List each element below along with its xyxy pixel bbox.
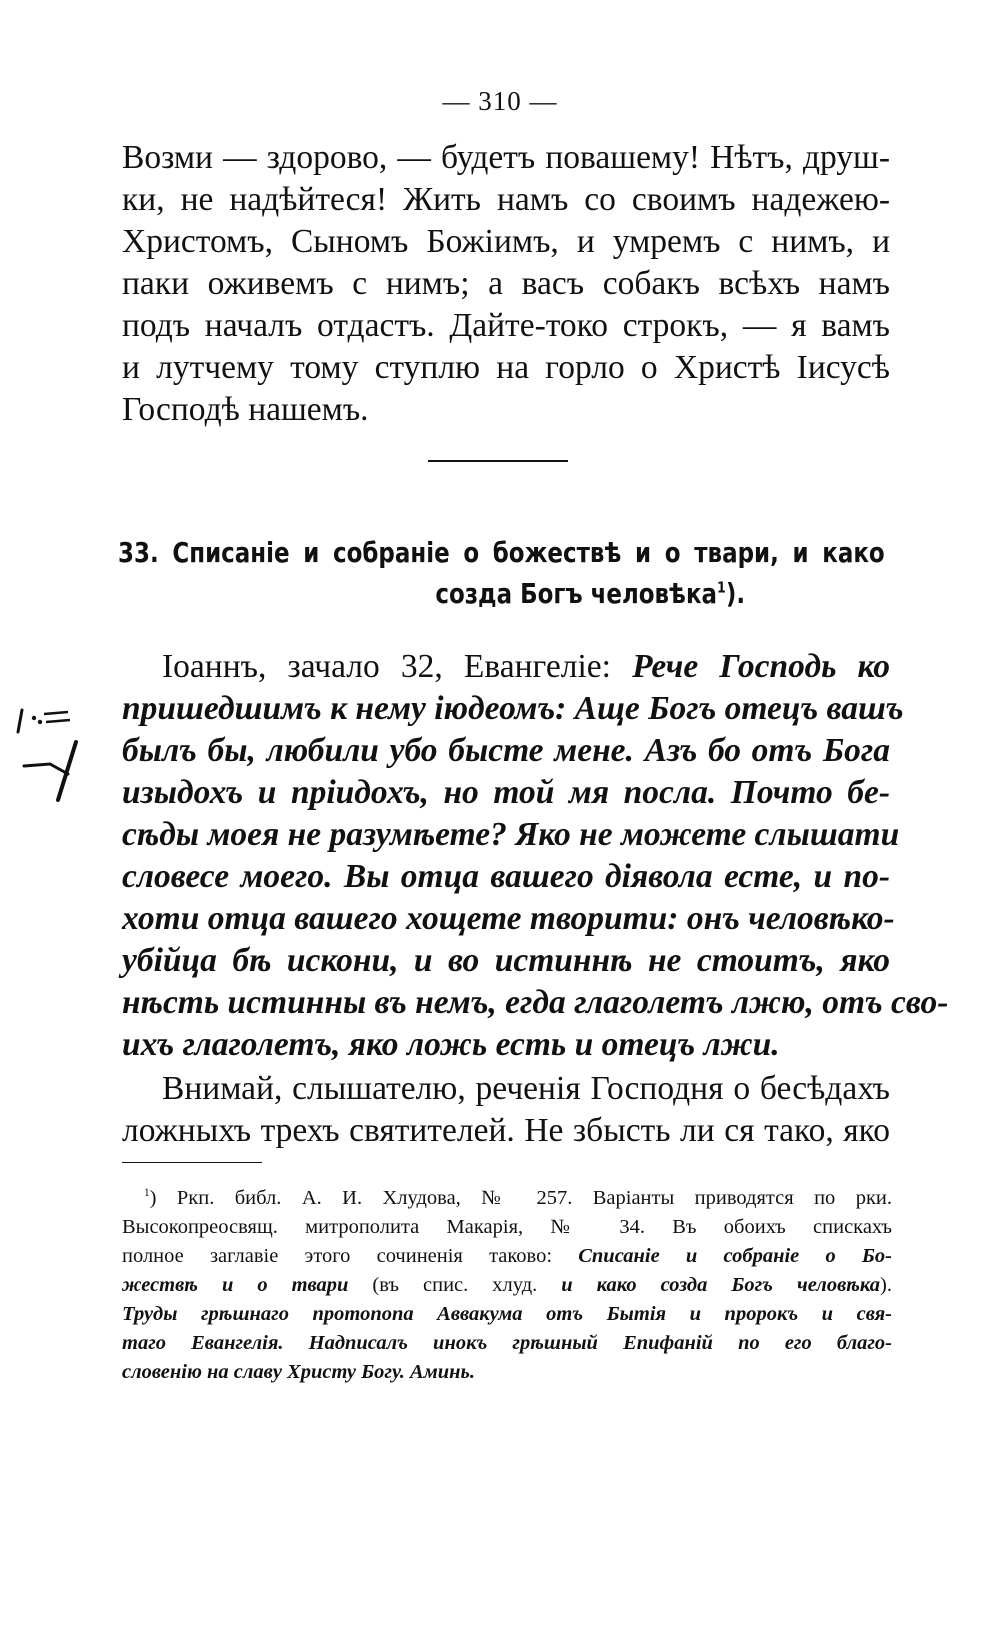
footnote-line	[122, 1242, 892, 1271]
text-line: ложныхъ трехъ святителей. Не збысть ли ся тако, яко	[122, 1112, 890, 1149]
footnote-italic-text: и како созда Богъ человѣка	[561, 1274, 881, 1296]
section-heading-line2	[90, 573, 1000, 615]
text-line: подъ началъ отдастъ. Дайте-токо строкъ, — я вамъ	[122, 307, 890, 344]
footnote-italic-text: словенію на славу Христу Богу. Аминь.	[122, 1361, 476, 1383]
quote-line: словесе моего. Вы отца вашего діявола есте, и по-	[122, 858, 890, 895]
gospel-first-line	[122, 645, 890, 689]
text-line: Господѣ нашемъ.	[122, 391, 369, 428]
quote-line: ихъ глаголетъ, яко ложь есть и отецъ лжи.	[122, 1026, 780, 1063]
text-line: Христомъ, Сыномъ Божіимъ, и умремъ с нимъ, и	[122, 223, 890, 260]
text-line: паки оживемъ с нимъ; а васъ собакъ всѣхъ намъ	[122, 265, 890, 302]
footnote-text: (въ спис. хлуд.	[348, 1274, 562, 1296]
gospel-intro: Іоаннъ, зачало 32, Евангеліе:	[162, 648, 633, 685]
section-divider	[428, 460, 568, 462]
footnote-italic-text: таго Евангелія. Надписалъ инокъ грѣшный Епифаній по его благо-	[122, 1332, 892, 1354]
footnote-line	[122, 1300, 892, 1329]
footnote-italic-text: Труды грѣшнаго протопопа Аввакума отъ Бытія и пророкъ и свя-	[122, 1303, 892, 1325]
quote-line: убійца бѣ искони, и во истиннѣ не стоитъ, яко	[122, 942, 890, 979]
handwritten-margin-mark	[10, 670, 90, 810]
text-line: ки, не надѣйтеся! Жить намъ со своимъ надежею-	[122, 181, 890, 218]
footnote-text: полное заглавіе этого сочиненія таково:	[122, 1245, 579, 1267]
quote-line: сѣды моея не разумѣете? Яко не можете слышати	[122, 816, 900, 853]
footnote-line	[122, 1358, 892, 1387]
text-line: и лутчему тому ступлю на горло о Христѣ Іисусѣ	[122, 349, 890, 386]
footnote-italic-text: жествѣ и о твари	[122, 1274, 349, 1296]
footnote-mark: 1	[144, 1187, 150, 1200]
footnote-divider	[122, 1162, 262, 1163]
footnote-line	[122, 1184, 892, 1213]
quote-line: изыдохъ и пріидохъ, но той мя посла. Почто бе-	[122, 774, 890, 811]
section-heading: 33. Списаніе и собраніе о божествѣ и о твари, и како	[118, 536, 885, 569]
footnote-line	[122, 1329, 892, 1358]
quote-line: пришедшимъ к нему іюдеомъ: Аще Богъ отецъ вашъ	[122, 690, 904, 727]
footnote-text: ).	[880, 1274, 892, 1296]
footnote-line	[122, 1271, 892, 1300]
footnote-italic-text: Списаніе и собраніе о Бо-	[578, 1245, 892, 1267]
quote-line: хоти отца вашего хощете творити: онъ человѣко-	[122, 900, 895, 937]
quote-line: нѣсть истинны въ немъ, егда глаголетъ лжю, отъ сво-	[122, 984, 949, 1021]
footnote-text: ) Ркп. библ. А. И. Хлудова, № 257. Варіанты приводятся по рки.	[149, 1187, 892, 1209]
text-line: Внимай, слышателю, реченія Господня о бесѣдахъ	[162, 1070, 890, 1107]
heading-text: созда Богъ человѣка	[435, 577, 718, 610]
quote-line: былъ бы, любили убо бысте мене. Азъ бо отъ Бога	[122, 732, 890, 769]
footnote-line: Высокопреосвящ. митрополита Макарія, № 34. Въ обоихъ спискахъ	[122, 1216, 892, 1238]
heading-closing: ).	[725, 577, 746, 610]
page-number: — 310 —	[442, 86, 558, 116]
footnote-reference: 1	[717, 578, 726, 597]
text-line: Возми — здорово, — будетъ повашему! Нѣтъ, друш-	[122, 139, 890, 176]
gospel-quote: Рече Господь ко	[632, 648, 890, 685]
